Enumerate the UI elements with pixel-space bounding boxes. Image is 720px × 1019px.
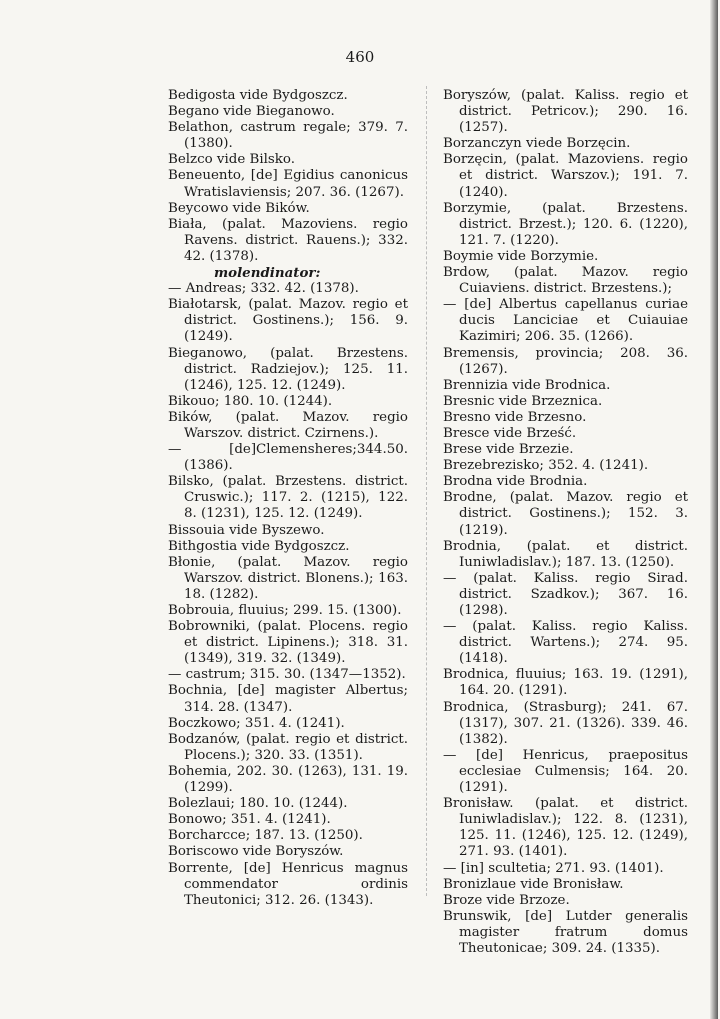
index-entry: — (palat. Kaliss. regio Sirad. district. Szadkov.); 367. 16. (1298). [443,570,688,618]
index-entry: Borrente, [de] Henricus magnus commendator ordinis Theutonici; 312. 26. (1343). [168,860,408,908]
column-divider [426,86,427,896]
index-entry: Bremensis, provincia; 208. 36. (1267). [443,345,688,377]
index-entry: Bithgostia vide Bydgoszcz. [168,538,350,554]
index-entry: Bresce vide Brześć. [443,425,577,441]
index-entry: Beneuento, [de] Egidius canonicus Wratislaviensis; 207. 36. (1267). [168,168,408,200]
index-subheading: molendinator: [214,265,321,282]
page-number: 460 [345,48,375,66]
index-entry: Brodna vide Brodnia. [443,474,588,490]
index-entry: — castrum; 315. 30. (1347—1352). [168,667,406,683]
index-entry: — [de]Clemensheres;344.50.(1386). [168,442,408,474]
index-entry: Borzanczyn viede Borzęcin. [443,136,631,152]
index-entry: Beycowo vide Bików. [168,200,310,216]
index-entry: Begano vide Bieganowo. [168,104,335,120]
index-entry: Brdow, (palat. Mazov. regio Cuiaviens. district. Brzestens.); [443,265,688,297]
index-entry: Boymie vide Borzymie. [443,248,599,264]
index-entry: — Andreas; 332. 42. (1378). [168,281,359,297]
index-entry: — (palat. Kaliss. regio Kaliss. district. Wartens.); 274. 95. (1418). [443,619,688,667]
index-entry: Brodnia, (palat. et district. Iuniwladislav.); 187. 13. (1250). [443,538,688,570]
index-entry: Bochnia, [de] magister Albertus; 314. 28. (1347). [168,683,408,715]
index-entry: Broze vide Brzoze. [443,892,570,908]
index-entry: Brunswik, [de] Lutder generalis magister fratrum domus Theutonicae; 309. 24. (1335). [443,908,688,956]
index-entry: Brodnica, fluuius; 163. 19. (1291), 164. 20. (1291). [443,667,688,699]
page-edge-shadow [710,0,718,1019]
index-entry: Bieganowo, (palat. Brzestens. district. Radziejov.); 125. 11. (1246), 125. 12. (1249). [168,345,408,393]
index-entry: Błonie, (palat. Mazov. regio Warszov. district. Blonens.); 163. 18. (1282). [168,554,408,602]
index-entry: Bronizlaue vide Bronisław. [443,876,624,892]
index-entry: Brennizia vide Brodnica. [443,377,611,393]
index-entry: Bodzanów, (palat. regio et district. Plocens.); 320. 33. (1351). [168,731,408,763]
index-entry: Belzco vide Bilsko. [168,152,295,168]
index-entry: Bonowo; 351. 4. (1241). [168,812,331,828]
index-entry: Borzęcin, (palat. Mazoviens. regio et district. Warszov.); 191. 7. (1240). [443,152,688,200]
index-entry: Brodne, (palat. Mazov. regio et district. Gostinens.); 152. 3. (1219). [443,490,688,538]
index-entry: Bików, (palat. Mazov. regio Warszov. district. Czirnens.). [168,409,408,441]
index-entry: Białotarsk, (palat. Mazov. regio et district. Gostinens.); 156. 9. (1249). [168,297,408,345]
index-entry: Belathon, castrum regale; 379. 7. (1380). [168,120,408,152]
index-entry: Borcharcce; 187. 13. (1250). [168,828,363,844]
index-entry: Bikouo; 180. 10. (1244). [168,393,333,409]
index-entry: Boczkowo; 351. 4. (1241). [168,715,345,731]
index-entry: — [de] Henricus, praepositus ecclesiae Culmensis; 164. 20. (1291). [443,747,688,796]
index-entry: Bolezlaui; 180. 10. (1244). [168,796,348,812]
index-entry: Bilsko, (palat. Brzestens. district. Cruswic.); 117. 2. (1215), 122. 8. (1231), 125. 12. (1249). [168,474,408,522]
index-entry: Bedigosta vide Bydgoszcz. [168,88,348,103]
index-entry: Brezebrezisko; 352. 4. (1241). [443,458,649,474]
index-entry: Brodnica, (Strasburg); 241. 67. (1317), 307. 21. (1326). 339. 46. (1382). [443,699,688,747]
index-entry: Borzymie, (palat. Brzestens. district. Brzest.); 120. 6. (1220), 121. 7. (1220). [443,200,688,248]
index-entry: — [in] scultetia; 271. 93. (1401). [443,860,664,876]
index-entry: Biała, (palat. Mazoviens. regio Ravens. district. Rauens.); 332. 42. (1378). [168,216,408,264]
index-entry: Boryszów, (palat. Kaliss. regio et district. Petricov.); 290. 16. (1257). [443,88,688,136]
index-entry: Boriscowo vide Boryszów. [168,844,344,860]
index-entry: Bobrowniki, (palat. Plocens. regio et district. Lipinens.); 318. 31. (1349), 319. 32. (1349). [168,619,408,667]
index-entry: Bresnic vide Brzeznica. [443,393,603,409]
right-column [443,88,688,957]
index-entry: Bronisław. (palat. et district. Iuniwladislav.); 122. 8. (1231), 125. 11. (1246), 125. 12. (1249), 271. 93. (1401). [443,796,688,860]
index-entry: — [de] Albertus capellanus curiae ducis Lanciciae et Cuiauiae Kazimiri; 206. 35. (1266). [443,297,688,345]
index-entry: Bohemia, 202. 30. (1263), 131. 19. (1299). [168,763,408,796]
index-entry: Bresno vide Brzesno. [443,409,587,425]
index-entry: Bobrouia, fluuius; 299. 15. (1300). [168,603,402,618]
index-entry: Brese vide Brzezie. [443,442,574,458]
left-column [168,88,408,909]
index-entry: Bissouia vide Byszewo. [168,522,325,538]
